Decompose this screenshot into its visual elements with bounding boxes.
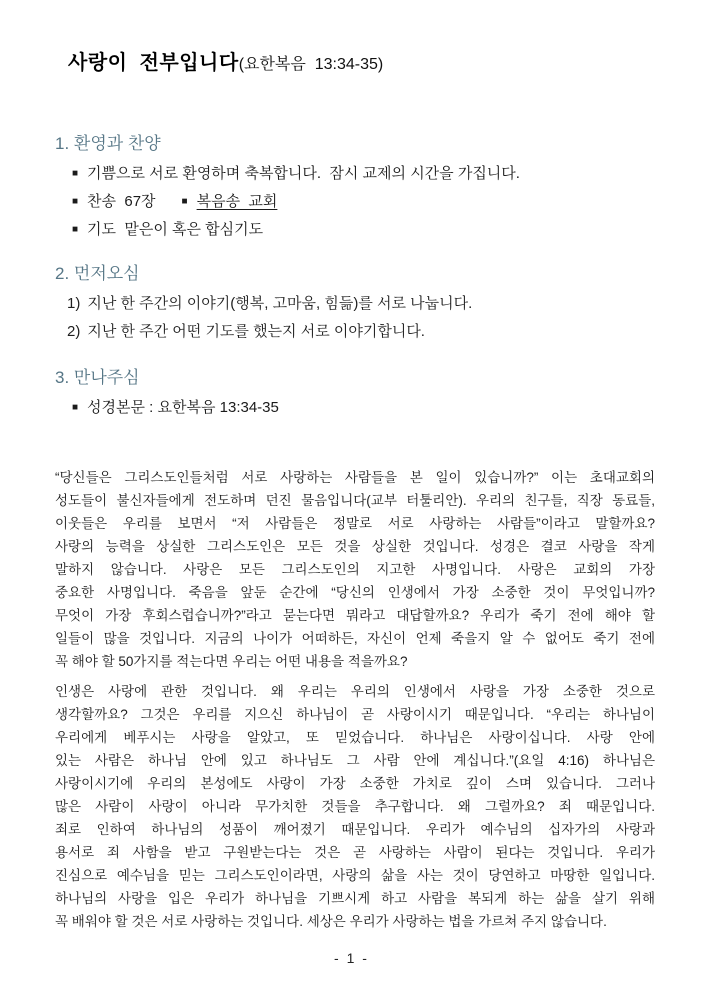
page-title bbox=[68, 0, 703, 78]
paragraph-line: 죄로 인하여 하나님의 성품이 깨어졌기 때문입니다. 우리가 예수님의 십자가의 사랑과 bbox=[55, 822, 655, 837]
list-item bbox=[72, 160, 655, 188]
list-item-text: 기도 맡은이 혹은 합심기도 bbox=[87, 221, 264, 238]
list-item-text: 지난 한 주간 어떤 기도를 했는지 서로 이야기합니다. bbox=[87, 323, 425, 340]
square-bullet-icon: ■ bbox=[181, 196, 188, 207]
list-item bbox=[72, 216, 655, 244]
paragraph-line: 성도들이 불신자들에게 전도하며 던진 물음입니다(교부 터툴리안). 우리의 친구들, 직장 동료들, bbox=[55, 493, 655, 508]
list-item bbox=[67, 290, 655, 318]
paragraph-line: 사랑이시기에 우리의 본성에도 사랑이 가장 소중한 가치로 깊이 스며 있습니다. 그러나 bbox=[55, 776, 655, 791]
list-item bbox=[72, 188, 655, 216]
section-sharing bbox=[55, 262, 655, 346]
paragraph-line: 무엇이 가장 후회스럽습니까?”라고 묻는다면 뭐라고 대답할까요? 우리가 죽기 전에 해야 할 bbox=[55, 608, 655, 623]
paragraph-line: 우리에게 베푸시는 사랑을 알았고, 또 믿었습니다. 하나님은 사랑이십니다. 사랑 안에 bbox=[55, 730, 655, 745]
paragraph-line: 사랑의 능력을 상실한 그리스도인은 모든 것을 상실한 것입니다. 성경은 결코 사랑을 작게 bbox=[55, 539, 655, 554]
page-title-reference: (요한복음 13:34-35) bbox=[238, 56, 384, 73]
paragraph-line: 이웃들은 우리를 보면서 “저 사람들은 정말로 서로 사랑하는 사람들”이라고 말할까요? bbox=[55, 516, 655, 531]
body-paragraph-2 bbox=[55, 680, 655, 933]
paragraph-line: 하나님의 사랑을 입은 우리가 하나님을 기쁘시게 하고 사람을 복되게 하는 삶을 살기 위해 bbox=[55, 891, 655, 906]
paragraph-line: 일들이 많을 것입니다. 지금의 나이가 어떠하든, 자신이 언제 죽을지 알 수 없어도 죽기 전에 bbox=[55, 631, 655, 646]
paragraph-line: 중요한 사명입니다. 죽음을 앞둔 순간에 “당신의 인생에서 가장 소중한 것이 무엇입니까? bbox=[55, 585, 655, 600]
list-item-text: 성경본문 : 요한복음 13:34-35 bbox=[87, 399, 279, 416]
section-items bbox=[55, 290, 655, 346]
list-item-text: 기쁨으로 서로 환영하며 축복합니다. 잠시 교제의 시간을 가집니다. bbox=[87, 165, 520, 182]
section-welcome-praise bbox=[55, 132, 655, 244]
section-items bbox=[55, 394, 655, 422]
paragraph-line: 꼭 해야 할 50가지를 적는다면 우리는 어떤 내용을 적을까요? bbox=[55, 654, 408, 669]
page-title-main: 사랑이 전부입니다 bbox=[68, 52, 239, 74]
list-item-text: 찬송 67장 bbox=[87, 193, 156, 210]
list-item-number: 2) bbox=[67, 323, 81, 340]
paragraph-line: 인생은 사랑에 관한 것입니다. 왜 우리는 우리의 인생에서 사랑을 가장 소중한 것으로 bbox=[55, 684, 655, 699]
list-item bbox=[67, 318, 655, 346]
section-heading: 2. 먼저오심 bbox=[55, 264, 140, 283]
page-number: - 1 - bbox=[334, 950, 369, 966]
list-item-text: 지난 한 주간의 이야기(행복, 고마움, 힘듦)를 서로 나눕니다. bbox=[87, 295, 473, 312]
square-bullet-icon: ■ bbox=[72, 168, 79, 179]
paragraph-line: 있는 사람은 하나님 안에 있고 하나님도 그 사람 안에 계십니다.”(요일 4:16) 하나님은 bbox=[55, 753, 655, 768]
square-bullet-icon: ■ bbox=[72, 402, 79, 413]
section-heading: 1. 환영과 찬양 bbox=[55, 134, 161, 153]
list-item-number: 1) bbox=[67, 295, 81, 312]
paragraph-line: 생각할까요? 그것은 우리를 지으신 하나님이 곧 사랑이시기 때문입니다. “우리는 하나님이 bbox=[55, 707, 655, 722]
list-item-text-underlined: 복음송 교회 bbox=[196, 193, 278, 210]
list-item bbox=[72, 394, 655, 422]
paragraph-line: “당신들은 그리스도인들처럼 서로 사랑하는 사람들을 본 일이 있습니까?” 이는 초대교회의 bbox=[55, 470, 655, 485]
section-heading: 3. 만나주심 bbox=[55, 368, 140, 387]
square-bullet-icon: ■ bbox=[72, 224, 79, 235]
paragraph-line: 꼭 배워야 할 것은 서로 사랑하는 것입니다. 세상은 우리가 사랑하는 법을 가르쳐 주지 않습니다. bbox=[55, 914, 607, 929]
square-bullet-icon: ■ bbox=[72, 196, 79, 207]
paragraph-line: 말하지 않습니다. 사랑은 모든 그리스도인의 지고한 사명입니다. 사랑은 교회의 가장 bbox=[55, 562, 655, 577]
paragraph-line: 용서로 죄 사함을 받고 구원받는다는 것은 곧 사랑하는 사람이 된다는 것입니다. 우리가 bbox=[55, 845, 655, 860]
paragraph-line: 많은 사람이 사랑이 아니라 무가치한 것들을 추구합니다. 왜 그럴까요? 죄 때문입니다. bbox=[55, 799, 655, 814]
body-paragraph-1 bbox=[55, 466, 655, 673]
section-scripture bbox=[55, 366, 655, 422]
paragraph-line: 진심으로 예수님을 믿는 그리스도인이라면, 사랑의 삶을 사는 것이 당연하고 마땅한 일입니다. bbox=[55, 868, 655, 883]
section-items bbox=[55, 160, 655, 244]
